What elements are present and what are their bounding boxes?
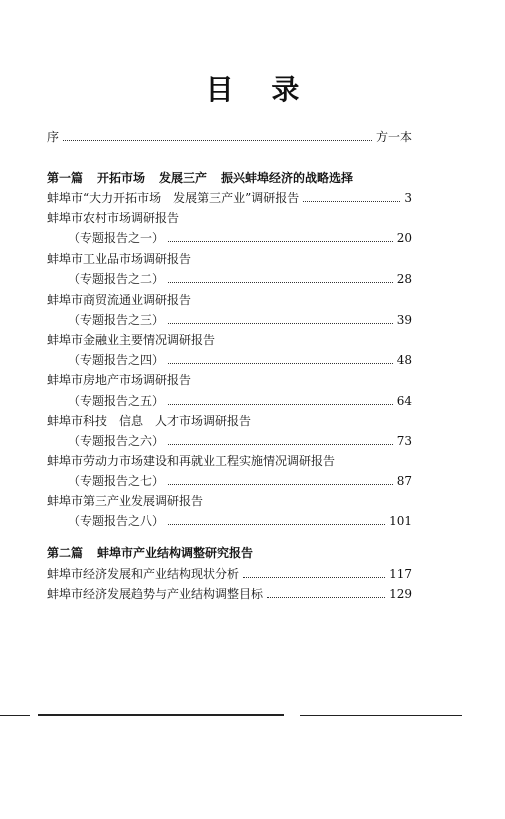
toc-entry-title bbox=[47, 249, 412, 267]
entry-subtitle: （专题报告之七） bbox=[68, 474, 165, 488]
dot-leader bbox=[303, 201, 400, 202]
toc-entry-title bbox=[47, 370, 412, 388]
dot-leader bbox=[168, 404, 393, 405]
entry-title: 蚌埠市第三产业发展调研报告 bbox=[47, 494, 204, 508]
toc-entry-report-1[interactable] bbox=[68, 228, 412, 246]
part-1-heading bbox=[47, 168, 412, 186]
scan-rule bbox=[38, 714, 284, 716]
entry-title: 蚌埠市劳动力市场建设和再就业工程实施情况调研报告 bbox=[47, 454, 336, 468]
entry-page: 117 bbox=[389, 567, 412, 581]
dot-leader bbox=[168, 282, 393, 283]
entry-subtitle: （专题报告之六） bbox=[68, 434, 165, 448]
toc-entry-part2-1[interactable] bbox=[47, 564, 412, 582]
entry-page: 28 bbox=[396, 272, 412, 286]
preface-label: 序 bbox=[47, 130, 60, 144]
entry-title: 蚌埠市金融业主要情况调研报告 bbox=[47, 333, 216, 347]
dot-leader bbox=[168, 444, 393, 445]
dot-leader bbox=[168, 323, 393, 324]
toc-entry-part2-2[interactable] bbox=[47, 584, 412, 602]
entry-page: 20 bbox=[396, 231, 412, 245]
preface-author: 方一本 bbox=[375, 130, 412, 144]
entry-title: 蚌埠市商贸流通业调研报告 bbox=[47, 293, 192, 307]
entry-page: 64 bbox=[396, 394, 412, 408]
toc-entry-title bbox=[47, 330, 412, 348]
part-2-title: 蚌埠市产业结构调整研究报告 bbox=[97, 546, 254, 560]
entry-page: 101 bbox=[389, 514, 412, 528]
page-title: 目 录 bbox=[205, 73, 314, 106]
entry-page: 48 bbox=[396, 353, 412, 367]
entry-page: 87 bbox=[396, 474, 412, 488]
part-1-title-a: 开拓市场 bbox=[97, 171, 146, 185]
dot-leader bbox=[243, 577, 385, 578]
part-1-number: 第一篇 bbox=[47, 171, 84, 185]
entry-subtitle: （专题报告之四） bbox=[68, 353, 165, 367]
entry-page: 73 bbox=[396, 434, 412, 448]
toc-entry-title bbox=[47, 451, 412, 469]
toc-entry-report-4[interactable] bbox=[68, 350, 412, 368]
entry-subtitle: （专题报告之八） bbox=[68, 514, 165, 528]
entry-page: 39 bbox=[396, 313, 412, 327]
dot-leader bbox=[63, 140, 372, 141]
entry-title: 蚌埠市农村市场调研报告 bbox=[47, 211, 180, 225]
dot-leader bbox=[168, 363, 393, 364]
scan-rule bbox=[300, 715, 462, 716]
toc-entry-main-report[interactable] bbox=[47, 188, 412, 206]
entry-subtitle: （专题报告之二） bbox=[68, 272, 165, 286]
entry-page: 129 bbox=[389, 587, 412, 601]
toc-entry-report-3[interactable] bbox=[68, 310, 412, 328]
entry-title: 蚌埠市工业品市场调研报告 bbox=[47, 252, 192, 266]
toc-entry-preface[interactable] bbox=[47, 127, 412, 145]
toc-entry-report-2[interactable] bbox=[68, 269, 412, 287]
dot-leader bbox=[168, 524, 385, 525]
entry-title: 蚌埠市科技 信息 人才市场调研报告 bbox=[47, 414, 252, 428]
entry-subtitle: （专题报告之一） bbox=[68, 231, 165, 245]
toc-entry-title bbox=[47, 411, 412, 429]
dot-leader bbox=[168, 484, 393, 485]
toc-entry-report-7[interactable] bbox=[68, 471, 412, 489]
entry-title: 蚌埠市房地产市场调研报告 bbox=[47, 373, 192, 387]
entry-title: 蚌埠市经济发展趋势与产业结构调整目标 bbox=[47, 587, 264, 601]
entry-title: 蚌埠市“大力开拓市场 发展第三产业”调研报告 bbox=[47, 191, 300, 205]
toc-entry-report-8[interactable] bbox=[68, 511, 412, 529]
part-2-heading bbox=[47, 543, 412, 561]
toc-entry-title bbox=[47, 208, 412, 226]
toc-entry-title bbox=[47, 491, 412, 509]
entry-subtitle: （专题报告之三） bbox=[68, 313, 165, 327]
part-2-number: 第二篇 bbox=[47, 546, 84, 560]
dot-leader bbox=[267, 597, 385, 598]
entry-subtitle: （专题报告之五） bbox=[68, 394, 165, 408]
toc-entry-report-6[interactable] bbox=[68, 431, 412, 449]
toc-entry-title bbox=[47, 290, 412, 308]
dot-leader bbox=[168, 241, 393, 242]
entry-page: 3 bbox=[404, 191, 412, 205]
toc-entry-report-5[interactable] bbox=[68, 391, 412, 409]
scan-rule bbox=[0, 715, 30, 716]
part-1-title-b: 发展三产 bbox=[159, 171, 208, 185]
part-1-title-c: 振兴蚌埠经济的战略选择 bbox=[221, 171, 354, 185]
entry-title: 蚌埠市经济发展和产业结构现状分析 bbox=[47, 567, 240, 581]
